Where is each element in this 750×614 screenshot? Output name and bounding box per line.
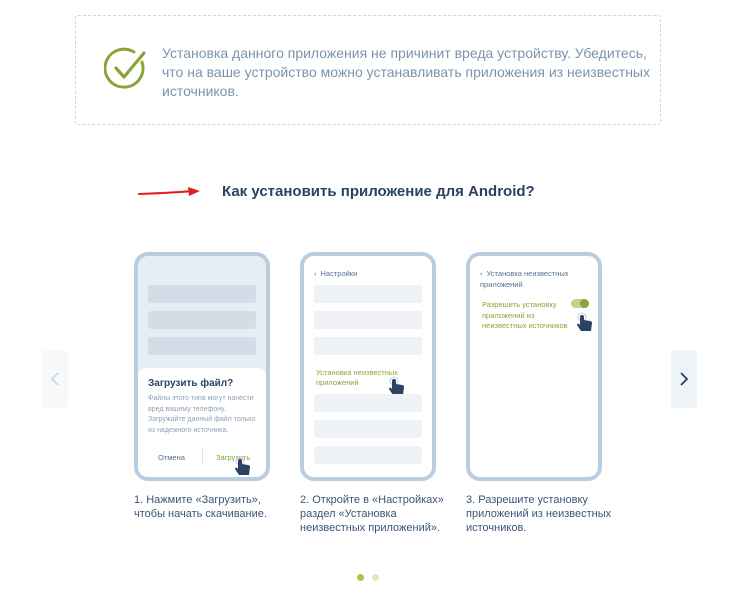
allow-install-toggle (571, 299, 589, 308)
unknown-apps-header: ‹ Установка неизвестных приложений (480, 269, 569, 289)
hand-pointer-icon (576, 312, 594, 332)
step-1-caption: 1. Нажмите «Загрузить», чтобы начать скачивание. (134, 494, 267, 520)
placeholder-bar (314, 337, 422, 355)
red-arrow-icon (138, 186, 202, 198)
dialog-upload-button: Загрузить (216, 453, 251, 462)
carousel-prev-button[interactable] (42, 350, 68, 408)
dialog-divider (202, 449, 203, 464)
carousel-dot-1-active[interactable] (357, 574, 364, 581)
chevron-right-icon (680, 372, 688, 386)
allow-install-label: Разрешить установку приложений из неизвестных источников (482, 300, 568, 330)
dialog-title: Загрузить файл? (148, 378, 234, 389)
dialog-body: Файлы этого типа могут нанести вред вашему телефону. Загружайте данный файл только из надежного источника. (148, 395, 256, 434)
placeholder-bar (314, 311, 422, 329)
placeholder-bar (314, 420, 422, 438)
placeholder-bar (314, 446, 422, 464)
settings-header: ‹ Настройки (314, 269, 358, 278)
back-chevron-icon: ‹ (314, 269, 317, 278)
step-3-caption: 3. Разрешите установку приложений из неизвестных источников. (466, 494, 612, 534)
carousel-next-button[interactable] (671, 350, 697, 408)
placeholder-bar (314, 394, 422, 412)
placeholder-bar (148, 285, 256, 303)
page-heading: Как установить приложение для Android? (222, 183, 535, 200)
notice-text: Установка данного приложения не причинит вреда устройству. Убедитесь, что на ваше устройство можно устанавливать приложения из неизвестных источников. (162, 45, 650, 99)
phone-mockup-step-1 (134, 252, 270, 481)
hand-pointer-icon (234, 456, 252, 476)
chevron-left-icon (51, 372, 59, 386)
placeholder-bar (148, 337, 256, 355)
unknown-apps-menu-item: Установка неизвестных приложений (316, 368, 399, 387)
phone-mockup-step-3 (466, 252, 602, 481)
carousel-dot-2[interactable] (372, 574, 379, 581)
check-circle-icon (104, 47, 148, 91)
placeholder-bar (314, 285, 422, 303)
back-chevron-icon: ‹ (480, 269, 483, 278)
step-2-caption: 2. Откройте в «Настройках» раздел «Установка неизвестных приложений». (300, 494, 444, 534)
placeholder-bar (148, 311, 256, 329)
download-dialog (138, 368, 266, 477)
dialog-cancel-button: Отмена (158, 453, 185, 462)
hand-pointer-icon (388, 376, 406, 396)
phone-mockup-step-2 (300, 252, 436, 481)
